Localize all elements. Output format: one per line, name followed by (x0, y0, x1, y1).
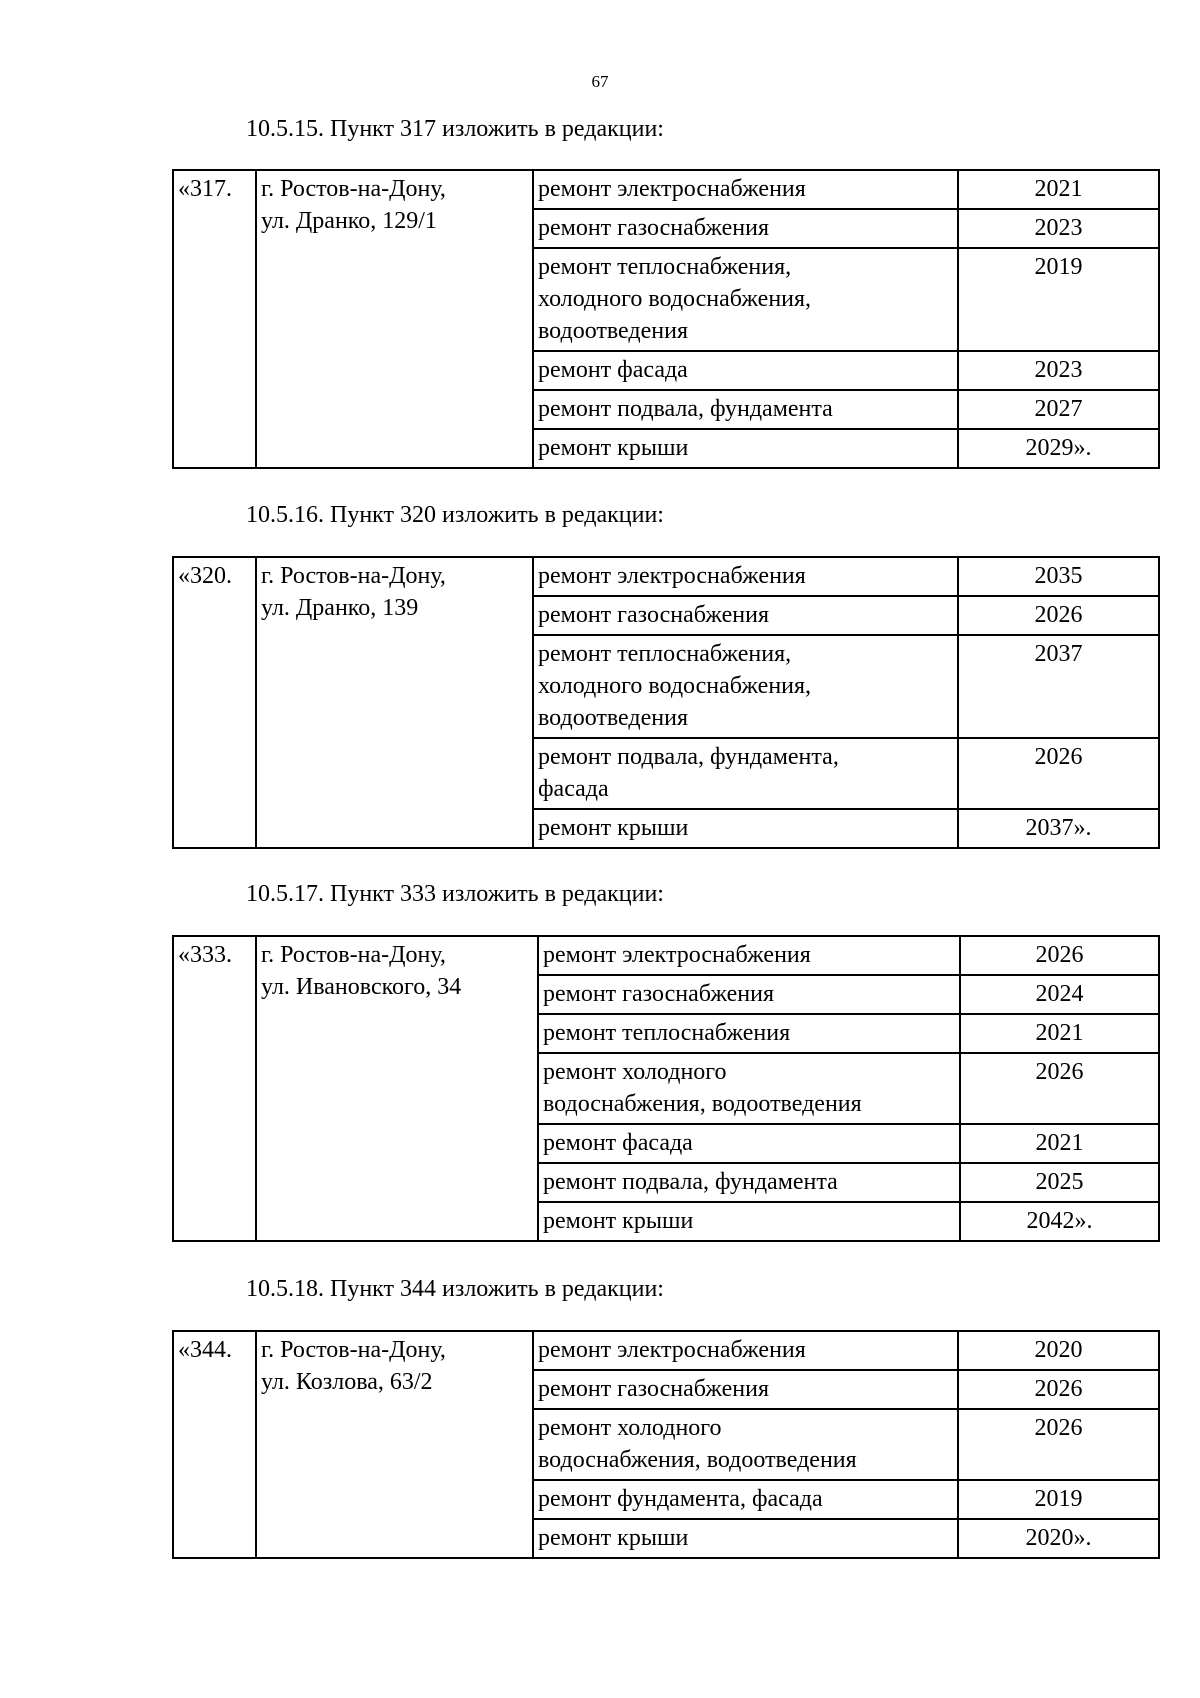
work-type-cell (533, 635, 958, 738)
section-heading: 10.5.16. Пункт 320 изложить в редакции: (246, 502, 664, 528)
year-cell: 2020». (958, 1519, 1159, 1558)
work-type-text: ремонт холодного (543, 1059, 727, 1085)
work-type-text: водоснабжения, водоотведения (538, 1447, 857, 1473)
address-city: г. Ростов-на-Дону, (261, 1337, 446, 1363)
work-type-cell (533, 351, 958, 390)
work-type-text: ремонт крыши (543, 1208, 694, 1234)
address-city: г. Ростов-на-Дону, (261, 942, 446, 968)
address-street: ул. Дранко, 139 (261, 595, 419, 621)
year-cell: 2021 (960, 1124, 1159, 1163)
work-type-text: ремонт крыши (538, 1525, 689, 1551)
work-type-text: холодного водоснабжения, (538, 673, 812, 699)
work-type-text: ремонт фасада (538, 357, 688, 383)
work-type-cell (533, 1519, 958, 1558)
address-cell (256, 557, 533, 848)
year-cell: 2035 (958, 557, 1159, 596)
year-cell: 2026 (960, 936, 1159, 975)
work-type-cell (533, 1409, 958, 1480)
work-type-cell (533, 390, 958, 429)
address-city: г. Ростов-на-Дону, (261, 176, 446, 202)
work-type-cell (533, 738, 958, 809)
work-type-text: ремонт газоснабжения (543, 981, 775, 1007)
work-type-text: холодного водоснабжения, (538, 286, 812, 312)
work-type-text: ремонт подвала, фундамента (538, 396, 833, 422)
work-type-text: фасада (538, 776, 609, 802)
repair-schedule-table (172, 169, 1160, 469)
work-type-cell (538, 1124, 960, 1163)
work-type-text: ремонт электроснабжения (538, 176, 806, 202)
year-cell: 2042». (960, 1202, 1159, 1241)
work-type-text: ремонт теплоснабжения, (538, 641, 792, 667)
year-cell: 2026 (960, 1053, 1159, 1124)
section-heading: 10.5.17. Пункт 333 изложить в редакции: (246, 881, 664, 907)
work-type-cell (533, 809, 958, 848)
repair-schedule-table (172, 935, 1160, 1242)
address-street: ул. Козлова, 63/2 (261, 1369, 433, 1395)
work-type-text: ремонт электроснабжения (538, 563, 806, 589)
work-type-cell (533, 1370, 958, 1409)
year-cell: 2021 (958, 170, 1159, 209)
year-cell: 2026 (958, 596, 1159, 635)
work-type-text: ремонт электроснабжения (538, 1337, 806, 1363)
work-type-text: ремонт теплоснабжения, (538, 254, 792, 280)
repair-schedule-table (172, 556, 1160, 849)
work-type-text: ремонт газоснабжения (538, 1376, 770, 1402)
work-type-cell (533, 557, 958, 596)
address-cell (256, 936, 538, 1241)
work-type-cell (538, 975, 960, 1014)
year-cell: 2026 (958, 1370, 1159, 1409)
work-type-text: ремонт теплоснабжения (543, 1020, 791, 1046)
work-type-cell (533, 209, 958, 248)
work-type-cell (533, 429, 958, 468)
year-cell: 2023 (958, 351, 1159, 390)
work-type-cell (538, 1014, 960, 1053)
section-heading: 10.5.15. Пункт 317 изложить в редакции: (246, 116, 664, 142)
repair-schedule-table (172, 1330, 1160, 1559)
work-type-text: ремонт фасада (543, 1130, 693, 1156)
item-number: «320. (173, 557, 256, 848)
work-type-text: ремонт газоснабжения (538, 215, 770, 241)
work-type-text: ремонт газоснабжения (538, 602, 770, 628)
address-city: г. Ростов-на-Дону, (261, 563, 446, 589)
work-type-cell (538, 1163, 960, 1202)
year-cell: 2023 (958, 209, 1159, 248)
address-street: ул. Дранко, 129/1 (261, 208, 437, 234)
work-type-text: ремонт подвала, фундамента, (538, 744, 839, 770)
work-type-cell (533, 1480, 958, 1519)
address-cell (256, 1331, 533, 1558)
year-cell: 2019 (958, 1480, 1159, 1519)
work-type-text: водоотведения (538, 318, 688, 344)
work-type-text: ремонт подвала, фундамента (543, 1169, 838, 1195)
year-cell: 2037 (958, 635, 1159, 738)
work-type-cell (538, 1202, 960, 1241)
year-cell: 2025 (960, 1163, 1159, 1202)
item-number: «344. (173, 1331, 256, 1558)
work-type-cell (533, 248, 958, 351)
year-cell: 2021 (960, 1014, 1159, 1053)
year-cell: 2024 (960, 975, 1159, 1014)
work-type-text: ремонт электроснабжения (543, 942, 811, 968)
table-row (173, 170, 1159, 209)
work-type-cell (533, 170, 958, 209)
item-number: «317. (173, 170, 256, 468)
year-cell: 2027 (958, 390, 1159, 429)
year-cell: 2019 (958, 248, 1159, 351)
work-type-cell (533, 596, 958, 635)
year-cell: 2029». (958, 429, 1159, 468)
year-cell: 2037». (958, 809, 1159, 848)
year-cell: 2026 (958, 738, 1159, 809)
work-type-text: ремонт крыши (538, 815, 689, 841)
section-heading: 10.5.18. Пункт 344 изложить в редакции: (246, 1276, 664, 1302)
work-type-text: ремонт фундамента, фасада (538, 1486, 823, 1512)
item-number: «333. (173, 936, 256, 1241)
work-type-text: водоотведения (538, 705, 688, 731)
work-type-cell (533, 1331, 958, 1370)
address-cell (256, 170, 533, 468)
work-type-text: водоснабжения, водоотведения (543, 1091, 862, 1117)
work-type-cell (538, 936, 960, 975)
table-row (173, 557, 1159, 596)
work-type-text: ремонт холодного (538, 1415, 722, 1441)
year-cell: 2026 (958, 1409, 1159, 1480)
page-number: 67 (591, 72, 609, 91)
work-type-text: ремонт крыши (538, 435, 689, 461)
address-street: ул. Ивановского, 34 (261, 974, 462, 1000)
table-row (173, 936, 1159, 975)
year-cell: 2020 (958, 1331, 1159, 1370)
table-row (173, 1331, 1159, 1370)
work-type-cell (538, 1053, 960, 1124)
